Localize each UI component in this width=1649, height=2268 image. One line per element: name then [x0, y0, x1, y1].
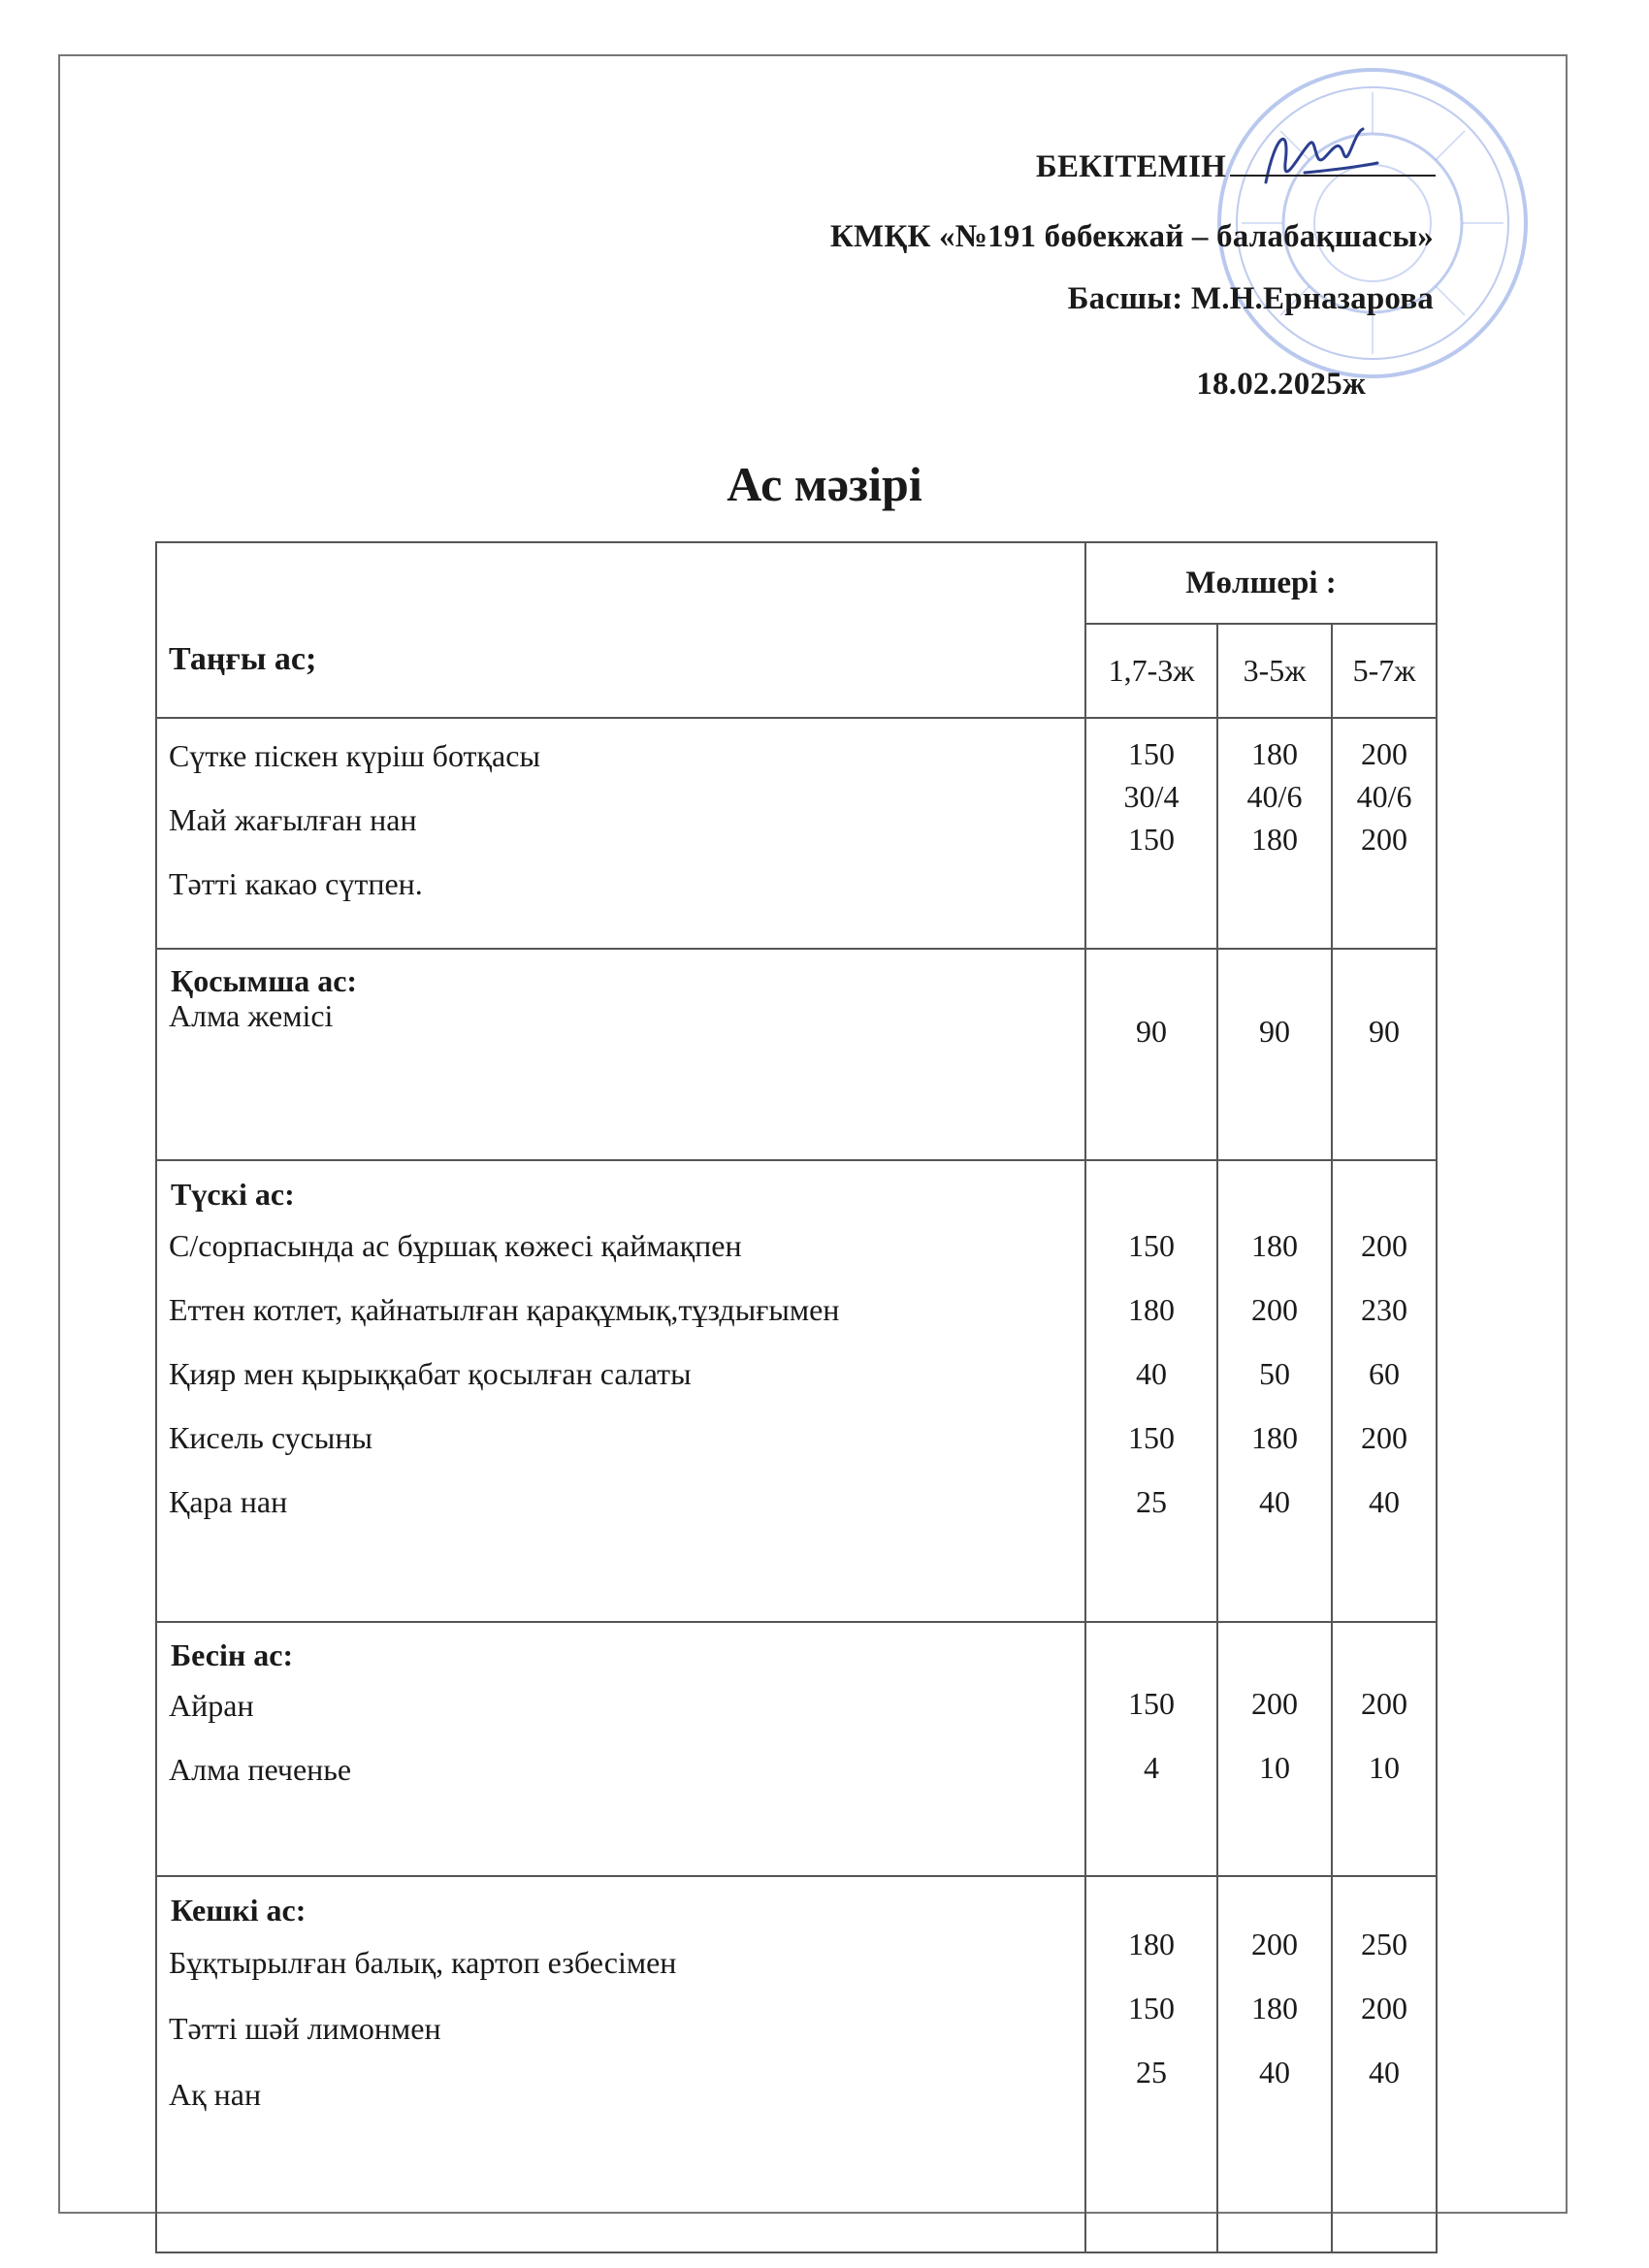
portion-value: 50 [1259, 1356, 1290, 1391]
section-title: Түскі ас: [171, 1177, 295, 1212]
approval-heading [563, 146, 1436, 185]
portion-value: 40 [1369, 2055, 1401, 2090]
menu-item: Бұқтырылған балық, картоп езбесімен [169, 1945, 677, 1980]
values-cell [1217, 949, 1332, 1160]
menu-item: Қара нан [169, 1484, 288, 1519]
values-cell [1332, 1876, 1437, 2252]
approve-label: БЕКІТЕМІН [1035, 149, 1226, 184]
age-group-header: 3-5ж [1217, 624, 1332, 718]
approval-date: 18.02.2025ж [1196, 367, 1366, 402]
portion-value: 90 [1259, 1014, 1290, 1049]
items-cell [156, 1876, 1085, 2252]
portion-value: 10 [1369, 1750, 1401, 1785]
portion-value: 40 [1259, 1484, 1290, 1519]
values-cell [1085, 949, 1217, 1160]
items-cell [156, 1622, 1085, 1876]
portion-value: 150 [1128, 1228, 1175, 1263]
meal-header: Таңғы ас; [156, 542, 1085, 718]
portion-value: 90 [1369, 1014, 1401, 1049]
portion-value: 180 [1251, 1991, 1298, 2025]
section-title: Кешкі ас: [171, 1893, 307, 1928]
portion-value: 90 [1136, 1014, 1167, 1049]
page-title: Ас мәзірі [727, 457, 922, 511]
menu-table [155, 541, 1438, 2253]
menu-item: Сүтке піскен күріш ботқасы [169, 738, 540, 773]
section-row-breakfast [156, 718, 1437, 949]
menu-item: С/сорпасында ас бұршақ көжесі қаймақпен [169, 1228, 742, 1263]
portion-value: 200 [1361, 1991, 1408, 2025]
values-cell [1332, 949, 1437, 1160]
menu-item: Қияр мен қырыққабат қосылған салаты [169, 1356, 692, 1391]
values-cell [1085, 718, 1217, 949]
portion-value: 150 [1128, 1686, 1175, 1721]
portion-value: 40/6 [1246, 779, 1303, 814]
menu-item: Алма печенье [169, 1752, 352, 1787]
values-cell [1332, 1622, 1437, 1876]
table-header-row [156, 542, 1437, 624]
values-cell [1332, 1160, 1437, 1622]
items-cell [156, 949, 1085, 1160]
signature-line [1230, 146, 1436, 177]
menu-item: Тәтті какао сүтпен. [169, 866, 423, 901]
menu-item: Май жағылған нан [169, 802, 417, 837]
portion-value: 180 [1251, 1228, 1298, 1263]
portion-value: 180 [1128, 1927, 1175, 1961]
portion-value: 180 [1128, 1292, 1175, 1327]
portion-value: 4 [1144, 1750, 1159, 1785]
portion-value: 200 [1251, 1292, 1298, 1327]
portion-value: 150 [1128, 736, 1175, 771]
values-cell [1217, 718, 1332, 949]
menu-item: Еттен котлет, қайнатылған қарақұмық,тұздығымен [169, 1292, 840, 1327]
portion-value: 40 [1136, 1356, 1167, 1391]
section-row-snack [156, 949, 1437, 1160]
values-cell [1217, 1876, 1332, 2252]
section-title: Бесін ас: [171, 1637, 294, 1672]
menu-item: Тәтті шәй лимонмен [169, 2011, 441, 2046]
portion-value: 200 [1361, 822, 1408, 857]
portion-value: 60 [1369, 1356, 1401, 1391]
menu-item: Алма жемісі [169, 998, 334, 1033]
portion-value: 200 [1251, 1686, 1298, 1721]
section-row-lunch [156, 1160, 1437, 1622]
section-title: Қосымша ас: [171, 963, 358, 998]
items-cell [156, 1160, 1085, 1622]
section-row-afternoon [156, 1622, 1437, 1876]
values-cell [1217, 1160, 1332, 1622]
portion-value: 25 [1136, 2055, 1167, 2090]
portion-value: 40/6 [1356, 779, 1412, 814]
portion-value: 180 [1251, 822, 1298, 857]
values-cell [1332, 718, 1437, 949]
items-cell [156, 718, 1085, 949]
portion-value: 200 [1361, 736, 1408, 771]
portion-value: 180 [1251, 1420, 1298, 1455]
portion-value: 40 [1259, 2055, 1290, 2090]
portion-value: 200 [1361, 1420, 1408, 1455]
portion-value: 40 [1369, 1484, 1401, 1519]
age-group-header: 1,7-3ж [1085, 624, 1217, 718]
portion-value: 150 [1128, 1420, 1175, 1455]
age-group-header: 5-7ж [1332, 624, 1437, 718]
portion-value: 200 [1361, 1686, 1408, 1721]
menu-item: Ақ нан [169, 2077, 262, 2112]
portion-value: 150 [1128, 822, 1175, 857]
portion-value: 180 [1251, 736, 1298, 771]
portion-value: 200 [1361, 1228, 1408, 1263]
portion-value: 25 [1136, 1484, 1167, 1519]
section-row-dinner [156, 1876, 1437, 2252]
head-name: Басшы: М.Н.Ерназарова [1067, 281, 1434, 316]
menu-item: Айран [169, 1688, 254, 1723]
values-cell [1085, 1160, 1217, 1622]
values-cell [1085, 1622, 1217, 1876]
portion-value: 150 [1128, 1991, 1175, 2025]
menu-item: Кисель сусыны [169, 1420, 372, 1455]
portion-value: 230 [1361, 1292, 1408, 1327]
organization-name: КМҚК «№191 бөбекжай – балабақшасы» [829, 219, 1434, 254]
values-cell [1085, 1876, 1217, 2252]
portion-header: Мөлшері : [1085, 542, 1437, 624]
portion-value: 30/4 [1123, 779, 1180, 814]
portion-value: 200 [1251, 1927, 1298, 1961]
portion-value: 10 [1259, 1750, 1290, 1785]
portion-value: 250 [1361, 1927, 1408, 1961]
values-cell [1217, 1622, 1332, 1876]
